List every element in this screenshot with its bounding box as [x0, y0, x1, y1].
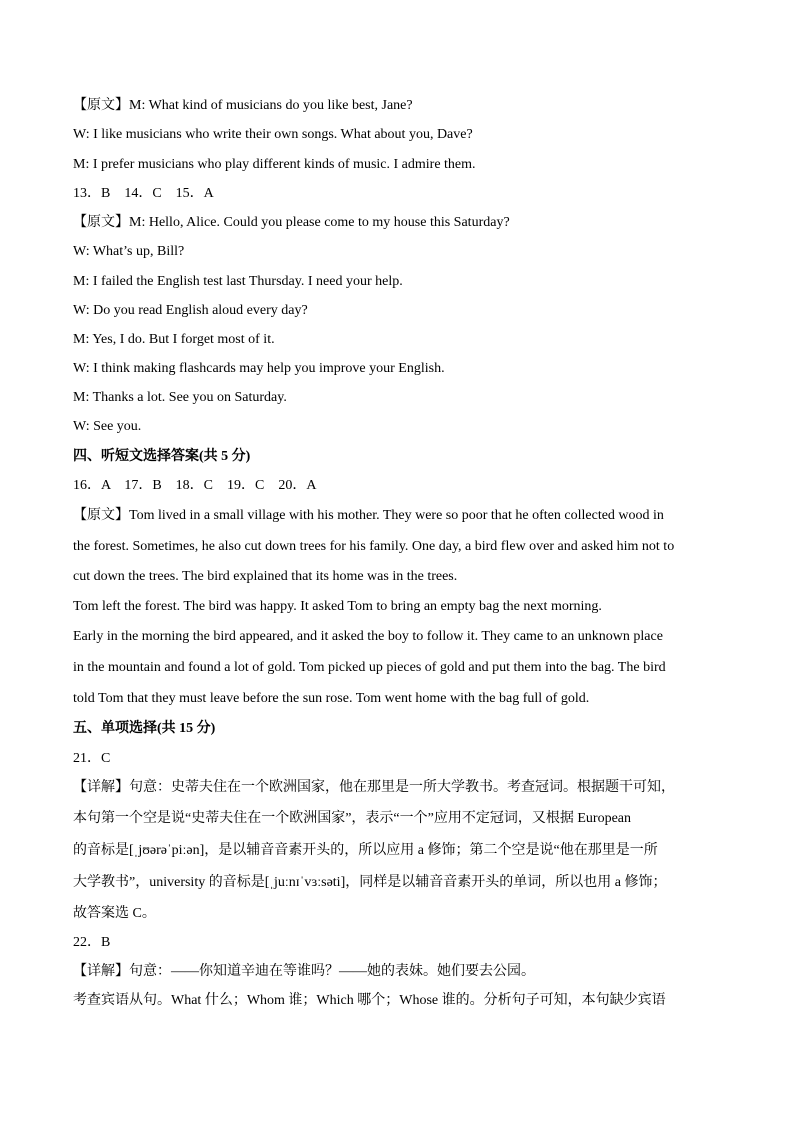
section-heading: 四、听短文选择答案(共 5 分)	[73, 449, 251, 464]
section-heading: 五、单项选择(共 15 分)	[73, 721, 216, 736]
text-line: M: Thanks a lot. See you on Saturday.	[73, 390, 287, 405]
text-line: W: See you.	[73, 419, 142, 434]
text-line: 【原文】M: What kind of musicians do you like best, Jane?	[73, 98, 413, 113]
text-line: 故答案选 C。	[73, 906, 156, 921]
text-line: told Tom that they must leave before the sun rose. Tom went home with the bag full of gold.	[73, 691, 590, 706]
text-line: 【详解】句意：——你知道辛迪在等谁吗？——她的表妹。她们要去公园。	[73, 964, 535, 979]
text-line: 【详解】句意：史蒂夫住在一个欧洲国家，他在那里是一所大学教书。考查冠词。根据题干可知，	[73, 780, 675, 795]
text-line: M: Yes, I do. But I forget most of it.	[73, 332, 275, 347]
text-line: M: I failed the English test last Thursday. I need your help.	[73, 274, 403, 289]
text-line: the forest. Sometimes, he also cut down trees for his family. One day, a bird flew over and asked him not to	[73, 539, 675, 554]
text-line: in the mountain and found a lot of gold. Tom picked up pieces of gold and put them into the bag. The bird	[73, 660, 666, 675]
text-line: 【原文】Tom lived in a small village with his mother. They were so poor that he often collected wood in	[73, 508, 664, 523]
text-line: W: I like musicians who write their own songs. What about you, Dave?	[73, 127, 473, 142]
text-line: 大学教书”，university 的音标是[ˌjuːnɪˈvɜːsəti]，同样是以辅音音素开头的单词，所以也用 a 修饰；	[73, 875, 667, 890]
text-line: 本句第一个空是说“史蒂夫住在一个欧洲国家”，表示“一个”应用不定冠词，又根据 European	[73, 811, 631, 826]
text-line: cut down the trees. The bird explained that its home was in the trees.	[73, 569, 458, 584]
text-line: 考查宾语从句。What 什么；Whom 谁；Which 哪个；Whose 谁的。分析句子可知，本句缺少宾语	[73, 993, 666, 1008]
answer-line: 22．B	[73, 935, 111, 950]
text-line: W: Do you read English aloud every day?	[73, 303, 308, 318]
answer-line: 21．C	[73, 751, 111, 766]
answer-line: 16．A 17．B 18．C 19．C 20．A	[73, 478, 317, 493]
text-line: Tom left the forest. The bird was happy. It asked Tom to bring an empty bag the next morning.	[73, 599, 602, 614]
text-line: Early in the morning the bird appeared, and it asked the boy to follow it. They came to an unknown place	[73, 629, 663, 644]
text-line: W: I think making flashcards may help you improve your English.	[73, 361, 445, 376]
text-line: W: What’s up, Bill?	[73, 244, 185, 259]
text-line: 【原文】M: Hello, Alice. Could you please come to my house this Saturday?	[73, 215, 510, 230]
answer-line: 13．B 14．C 15．A	[73, 186, 214, 201]
text-line: 的音标是[ˌjʊərəˈpiːən]，是以辅音音素开头的，所以应用 a 修饰；第二个空是说“他在那里是一所	[73, 843, 658, 858]
text-line: M: I prefer musicians who play different kinds of music. I admire them.	[73, 157, 476, 172]
